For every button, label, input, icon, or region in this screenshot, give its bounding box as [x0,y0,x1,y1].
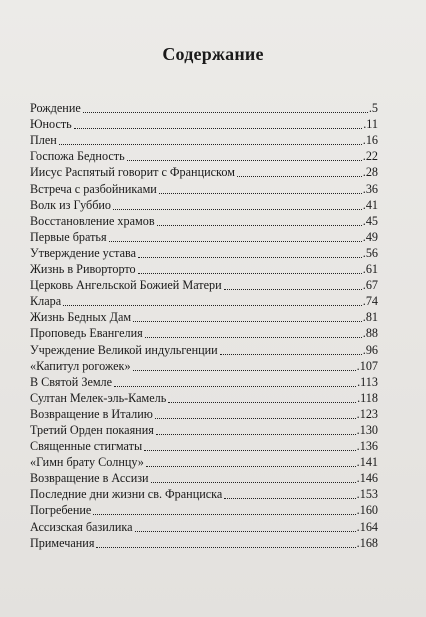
contents-heading: Содержание [162,44,264,64]
dot-leader [168,401,356,403]
toc-entry-page: .56 [362,245,378,260]
dot-leader [138,256,362,258]
toc-entry [30,469,378,485]
dot-leader [220,353,362,355]
toc-entry-title: Клара [30,294,62,309]
dot-leader [93,513,355,515]
toc-entry-page: .41 [362,197,378,212]
toc-entry [30,276,378,292]
toc-entry [30,196,378,212]
toc-entry-title: Погребение [30,503,92,518]
toc-entry-title: «Гимн брату Солнцу» [30,455,144,470]
toc-entry-title: Рождение [30,101,81,116]
dot-leader [151,481,356,483]
toc-entry-page: .118 [357,390,378,405]
dot-leader [155,417,356,419]
toc-entry [30,163,378,179]
toc-entry-page: .96 [362,342,378,357]
toc-entry-page: .22 [362,149,378,164]
dot-leader [146,465,356,467]
toc-entry [30,501,378,517]
toc-entry [30,389,378,405]
toc-entry-title: Иисус Распятый говорит с Франциском [30,165,235,180]
toc-entry-page: .81 [362,310,378,325]
toc-entry-title: Жизнь в Риворторто [30,262,136,277]
dot-leader [156,433,356,435]
toc-entry [30,373,378,389]
toc-entry [30,292,378,308]
toc-entry-page: .49 [362,229,378,244]
toc-entry-page: .107 [356,358,378,373]
dot-leader [133,369,356,371]
toc-entry-title: Жизнь Бедных Дам [30,310,132,325]
toc-entry-page: .164 [356,519,378,534]
toc-entry-page: .136 [356,439,378,454]
toc-entry [30,534,378,550]
toc-entry-title: Султан Мелек-эль-Камель [30,390,167,405]
toc-entry-page: .16 [362,133,378,148]
toc-entry [30,244,378,260]
toc-entry [30,340,378,356]
toc-entry-title: Утверждение устава [30,245,137,260]
toc-entry [30,324,378,340]
toc-entry-title: Третий Орден покаяния [30,422,154,437]
toc-entry [30,115,378,131]
dot-leader [74,127,362,129]
toc-entry-page: .168 [356,535,378,550]
dot-leader [133,320,362,322]
dot-leader [224,497,355,499]
dot-leader [224,288,362,290]
toc-entry-title: В Святой Земле [30,374,113,389]
toc-entry [30,485,378,501]
toc-entry-page: .123 [356,406,378,421]
toc-entry-title: Учреждение Великой индульгенции [30,342,218,357]
dot-leader [138,272,362,274]
toc-entry [30,99,378,115]
toc-entry-page: .88 [362,326,378,341]
toc-entry-title: Возвращение в Ассизи [30,471,149,486]
toc-entry-page: .5 [368,101,378,116]
toc-entry [30,357,378,373]
toc-entry-page: .28 [362,165,378,180]
dot-leader [159,192,362,194]
toc-entry-title: Плен [30,133,57,148]
toc-entry-title: «Капитул рогожек» [30,358,131,373]
toc-entry [30,437,378,453]
toc-entry-page: .61 [362,262,378,277]
toc-entry-page: .45 [362,213,378,228]
toc-entry-title: Волк из Губбио [30,197,112,212]
dot-leader [63,304,362,306]
dot-leader [109,240,362,242]
dot-leader [145,336,362,338]
dot-leader [144,449,356,451]
toc-entry-title: Проповедь Евангелия [30,326,143,341]
toc-entry-title: Восстановление храмов [30,213,155,228]
toc-entry-title: Госпожа Бедность [30,149,125,164]
toc-entry [30,308,378,324]
toc-entry-page: .67 [362,278,378,293]
dot-leader [157,224,362,226]
toc-entry-title: Священные стигматы [30,439,143,454]
toc-entry [30,147,378,163]
toc-entry [30,228,378,244]
toc-entry-title: Последние дни жизни св. Франциска [30,487,223,502]
dot-leader [114,385,356,387]
toc-entry-title: Первые братья [30,229,107,244]
toc-entry-title: Юность [30,117,72,132]
toc-entry-title: Примечания [30,535,95,550]
toc-entry [30,131,378,147]
dot-leader [96,546,355,548]
toc-entry [30,260,378,276]
toc-entry [30,179,378,195]
toc-entry [30,405,378,421]
toc-entry-page: .74 [362,294,378,309]
toc-entry [30,453,378,469]
toc-entry-page: .11 [363,117,378,132]
toc-entry [30,421,378,437]
toc-entry [30,212,378,228]
toc-entry-page: .160 [356,503,378,518]
dot-leader [113,208,362,210]
toc-entry-page: .36 [362,181,378,196]
toc-entry-title: Возвращение в Италию [30,406,153,421]
dot-leader [237,175,362,177]
dot-leader [59,143,362,145]
toc-entry-page: .113 [357,374,378,389]
dot-leader [127,159,362,161]
toc-entry-title: Встреча с разбойниками [30,181,157,196]
dot-leader [83,111,368,113]
toc-entry-page: .141 [356,455,378,470]
toc-entry-title: Ассизская базилика [30,519,133,534]
toc-entry-page: .153 [356,487,378,502]
toc-entry-title: Церковь Ангельской Божией Матери [30,278,222,293]
toc-entry-page: .130 [356,422,378,437]
toc-entry-page: .146 [356,471,378,486]
dot-leader [135,530,356,532]
toc-entry [30,517,378,533]
table-of-contents [30,99,378,550]
